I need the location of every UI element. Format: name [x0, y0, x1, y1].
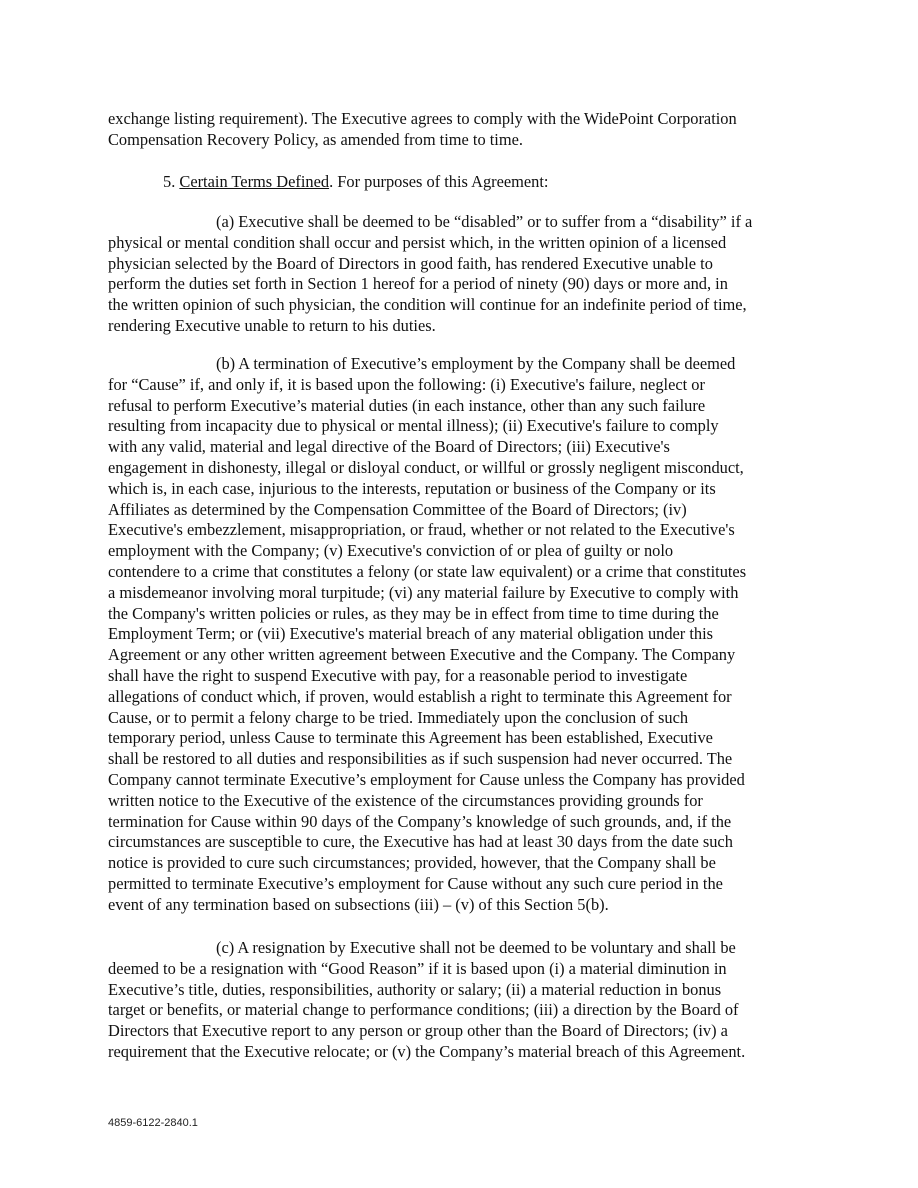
text-line: engagement in dishonesty, illegal or disloyal conduct, or willful or grossly negligent misconduct, — [108, 457, 744, 477]
document-id-footer: 4859-6122-2840.1 — [108, 1117, 198, 1129]
text-line: notice is provided to cure such circumstances; provided, however, that the Company shall be — [108, 853, 716, 873]
text-line: perform the duties set forth in Section 1 hereof for a period of ninety (90) days or more and, in — [108, 274, 728, 294]
text-line: resulting from incapacity due to physical or mental illness); (ii) Executive's failure to comply — [108, 416, 719, 436]
text-line: written notice to the Executive of the existence of the circumstances providing grounds for — [108, 790, 703, 810]
text-line: contendere to a crime that constitutes a felony (or state law equivalent) or a crime that constitutes — [108, 561, 747, 581]
text-line: Company cannot terminate Executive’s employment for Cause unless the Company has provided — [108, 769, 745, 789]
text-line: rendering Executive unable to return to his duties. — [108, 315, 436, 335]
text-line: circumstances are susceptible to cure, the Executive has had at least 30 days from the date such — [108, 832, 733, 852]
text-line: employment with the Company; (v) Executive's conviction of or plea of guilty or nolo — [108, 541, 674, 561]
intro-paragraph — [108, 109, 814, 151]
text-line: a misdemeanor involving moral turpitude; (vi) any material failure by Executive to comply with — [108, 582, 739, 602]
text-line: termination for Cause within 90 days of the Company’s knowledge of such grounds, and, if the — [108, 811, 732, 831]
section-5-heading — [108, 172, 814, 193]
section-number: 5. — [163, 172, 180, 191]
paragraph-c — [108, 938, 814, 1063]
text-line: the written opinion of such physician, the condition will continue for an indefinite period of time, — [108, 295, 747, 315]
text-line: Executive's embezzlement, misappropriation, or fraud, whether or not related to the Executive's — [108, 520, 735, 540]
text-line: Cause, or to permit a felony charge to be tried. Immediately upon the conclusion of such — [108, 707, 689, 727]
paragraph-a — [108, 212, 814, 337]
text-line: with any valid, material and legal directive of the Board of Directors; (iii) Executive's — [108, 437, 670, 457]
text-line: requirement that the Executive relocate; or (v) the Company’s material breach of this Agreement. — [108, 1041, 746, 1061]
text-line: physician selected by the Board of Directors in good faith, has rendered Executive unable to — [108, 253, 713, 273]
text-line: shall have the right to suspend Executive with pay, for a reasonable period to investigate — [108, 665, 688, 685]
text-line: target or benefits, or material change to performance conditions; (iii) a direction by the Board of — [108, 1000, 739, 1020]
section-heading-rest: . For purposes of this Agreement: — [329, 172, 549, 191]
text-line: which is, in each case, injurious to the interests, reputation or business of the Company or its — [108, 478, 716, 498]
text-line: Directors that Executive report to any person or group other than the Board of Directors; (iv) a — [108, 1021, 728, 1041]
text-line: (b) A termination of Executive’s employment by the Company shall be deemed — [216, 354, 736, 373]
text-line: Employment Term; or (vii) Executive's material breach of any material obligation under this — [108, 624, 714, 644]
text-line: the Company's written policies or rules, as they may be in effect from time to time during the — [108, 603, 719, 623]
paragraph-b — [108, 354, 814, 916]
text-line: refusal to perform Executive’s material duties (in each instance, other than any such failure — [108, 395, 706, 415]
text-line: exchange listing requirement). The Executive agrees to comply with the WidePoint Corporation — [108, 109, 737, 128]
text-line: deemed to be a resignation with “Good Reason” if it is based upon (i) a material diminution in — [108, 958, 727, 978]
text-line: Executive’s title, duties, responsibilities, authority or salary; (ii) a material reduction in bonus — [108, 979, 722, 999]
text-line: temporary period, unless Cause to terminate this Agreement has been established, Executive — [108, 728, 713, 748]
text-line: event of any termination based on subsections (iii) – (v) of this Section 5(b). — [108, 894, 609, 914]
text-line: (c) A resignation by Executive shall not be deemed to be voluntary and shall be — [216, 938, 736, 957]
text-line: for “Cause” if, and only if, it is based upon the following: (i) Executive's failure, neglect or — [108, 374, 705, 394]
text-line: (a) Executive shall be deemed to be “disabled” or to suffer from a “disability” if a — [216, 212, 753, 231]
section-title: Certain Terms Defined — [179, 172, 330, 191]
text-line: Agreement or any other written agreement between Executive and the Company. The Company — [108, 645, 736, 665]
text-line: physical or mental condition shall occur and persist which, in the written opinion of a licensed — [108, 232, 727, 252]
text-line: allegations of conduct which, if proven, would establish a right to terminate this Agreement for — [108, 686, 732, 706]
text-line: shall be restored to all duties and responsibilities as if such suspension had never occurred. The — [108, 749, 733, 769]
text-line: Compensation Recovery Policy, as amended from time to time. — [108, 129, 523, 149]
text-line: Affiliates as determined by the Compensation Committee of the Board of Directors; (iv) — [108, 499, 687, 519]
text-line: permitted to terminate Executive’s employment for Cause without any such cure period in the — [108, 873, 723, 893]
